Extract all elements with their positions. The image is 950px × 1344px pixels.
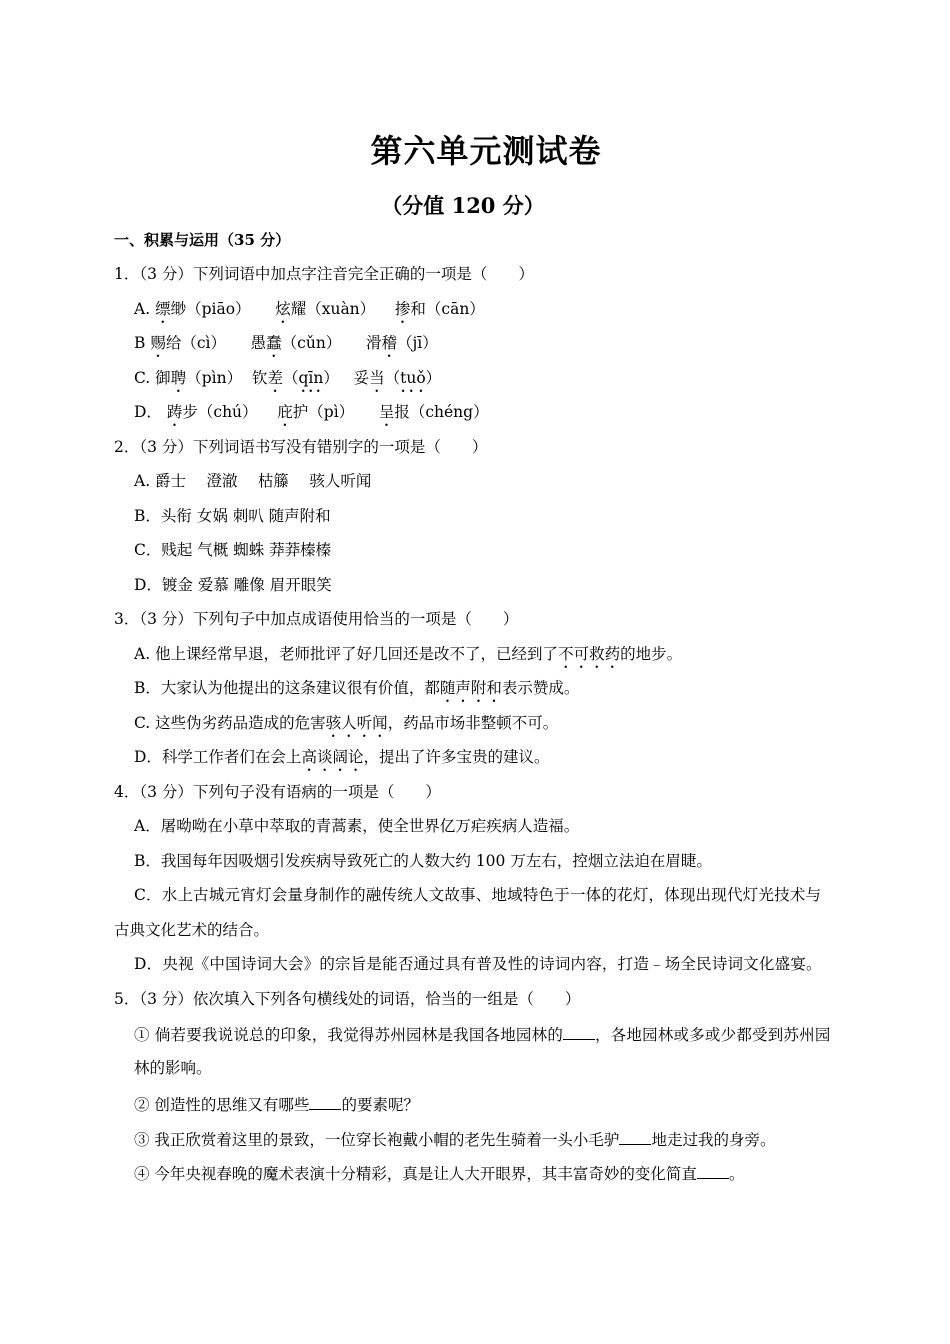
answer-blank[interactable] [619,1128,651,1145]
text: 缈 [170,299,187,318]
text: ，提出了许多宝贵的建议。 [363,748,550,766]
dotted-char: 缥 [155,299,171,318]
text: 报（chéng） [394,403,489,421]
text: A. 他上课经常早退，老师批评了好几回还是改不了，已经到了 [134,644,559,663]
text: 护（pì） [292,403,355,421]
question-4-option-a: A．屠呦呦在小草中萃取的青蒿素，使全世界亿万疟疾病人造福。 [134,817,580,835]
text: 给（cì） [165,334,226,352]
dotted-idiom: 不可救药 [558,644,621,663]
question-3-option-a [114,644,864,679]
text: D．科学工作者们在会上 [134,748,302,766]
text: 步（chú） [182,403,258,421]
option-label: D． [134,403,162,421]
page-title: 第六单元测试卷 [370,132,602,170]
text: 钦 [251,368,268,387]
text: ① 倘若要我说说总的印象，我觉得苏州园林是我国各地园林的 [134,1026,564,1044]
option-label: B [134,334,146,352]
text: 。 [728,1165,745,1183]
question-2-stem: 2．（3 分）下列词语书写没有错别字的一项是（ ） [114,437,488,456]
text: ，各地园林或多或少都受到苏州园 [595,1026,831,1044]
text: （xuàn） [306,299,376,318]
dotted-char: 炫 [275,299,291,318]
page-subtitle: （分值 120 分） [381,193,545,218]
question-4-option-c-line2: 古典文化艺术的结合。 [114,920,270,939]
dotted-char: 稽 [381,334,397,352]
question-4-option-d: D．央视《中国诗词大会》的宗旨是能否通过具有普及性的诗词内容，打造﹣场全民诗词文化盛宴。 [134,955,822,973]
dotted-char: 蠢 [266,334,282,352]
text: 御 [155,368,171,387]
question-5-stem: 5．（3 分）依次填入下列各句横线处的词语，恰当的一组是（ ） [114,989,581,1008]
question-3-option-c [114,713,864,748]
question-1-option-a [114,299,864,334]
text: 耀 [290,299,307,318]
text: （piāo） [186,299,251,318]
option-label: A. [134,299,151,318]
dotted-char: 庇 [277,403,293,421]
text: 地走过我的身旁。 [651,1130,776,1149]
question-2-option-a: A. 爵士 澄澈 枯籐 骇人听闻 [134,472,372,490]
answer-blank[interactable] [697,1162,729,1179]
question-1-option-c [114,368,864,403]
question-2-option-c: C．贱起 气概 蜘蛛 莽莽榛榛 [134,541,332,559]
question-3-option-d [114,747,864,782]
dotted-char: 踌 [166,403,183,421]
text: 的要素呢？ [341,1096,419,1114]
text: ，药品市场非整顿不可。 [387,713,559,732]
dotted-idiom: 骇人听闻 [325,713,388,732]
question-1-stem: 1．（3 分）下列词语中加点字注音完全正确的一项是（ ） [114,265,534,283]
text: 愚 [250,334,267,352]
dotted-char: 当（tuǒ） [369,368,442,387]
section-heading: 一、积累与运用（35 分） [114,231,291,249]
question-4-stem: 4．（3 分）下列句子没有语病的一项是（ ） [114,782,441,801]
answer-blank[interactable] [309,1093,341,1110]
dotted-char: 呈 [378,403,395,421]
question-3-option-b [114,678,864,713]
text: ② 创造性的思维又有哪些 [134,1096,310,1114]
exam-content [114,230,864,1197]
text: 的地步。 [620,644,683,663]
question-4-option-b: B．我国每年因吸烟引发疾病导致死亡的人数大约 100 万左右，控烟立法迫在眉睫。 [134,851,712,870]
answer-blank[interactable] [563,1023,595,1040]
question-1-option-d [114,402,864,437]
question-3-stem: 3．（3 分）下列句子中加点成语使用恰当的一项是（ ） [114,610,519,628]
option-label: C. [134,368,151,387]
question-2-option-d: D．镀金 爱慕 雕像 眉开眼笑 [134,575,332,594]
question-5-sentence-3 [114,1128,864,1163]
dotted-char: 差（qīn） [267,368,339,387]
dotted-char: 聘 [170,368,187,387]
text: 滑 [365,334,382,352]
text: 表示赞成。 [501,679,580,697]
question-5-sentence-4 [114,1162,864,1197]
dotted-idiom: 随声附和 [439,679,502,697]
dotted-char: 赐 [150,334,166,352]
text: ③ 我正欣赏着这里的景致，一位穿长袍戴小帽的老先生骑着一头小毛驴 [134,1130,620,1149]
text: ④ 今年央视春晚的魔术表演十分精彩，真是让人大开眼界，其丰富奇妙的变化简直 [134,1165,697,1183]
text: （jī） [396,334,438,352]
text: （cǔn） [281,334,342,352]
question-5-sentence-1 [114,1023,864,1058]
dotted-idiom: 高谈阔论 [301,748,364,766]
question-4-option-c-line1: C．水上古城元宵灯会量身制作的融传统人文故事、地域特色于一体的花灯，体现出现代灯光技术与 [134,886,822,904]
text: 和（cān） [410,299,485,318]
question-5-sentence-1-cont: 林的影响。 [134,1059,212,1077]
dotted-char: 掺 [394,299,411,318]
text: （pìn） [186,368,243,387]
text: 妥 [353,368,370,387]
question-2-option-b: B．头衔 女娲 刺叭 随声附和 [134,506,331,525]
question-1-option-b [114,333,864,368]
text: C. 这些伪劣药品造成的危害 [134,713,326,732]
text: B．大家认为他提出的这条建议很有价值，都 [134,679,440,697]
question-5-sentence-2 [114,1093,864,1128]
